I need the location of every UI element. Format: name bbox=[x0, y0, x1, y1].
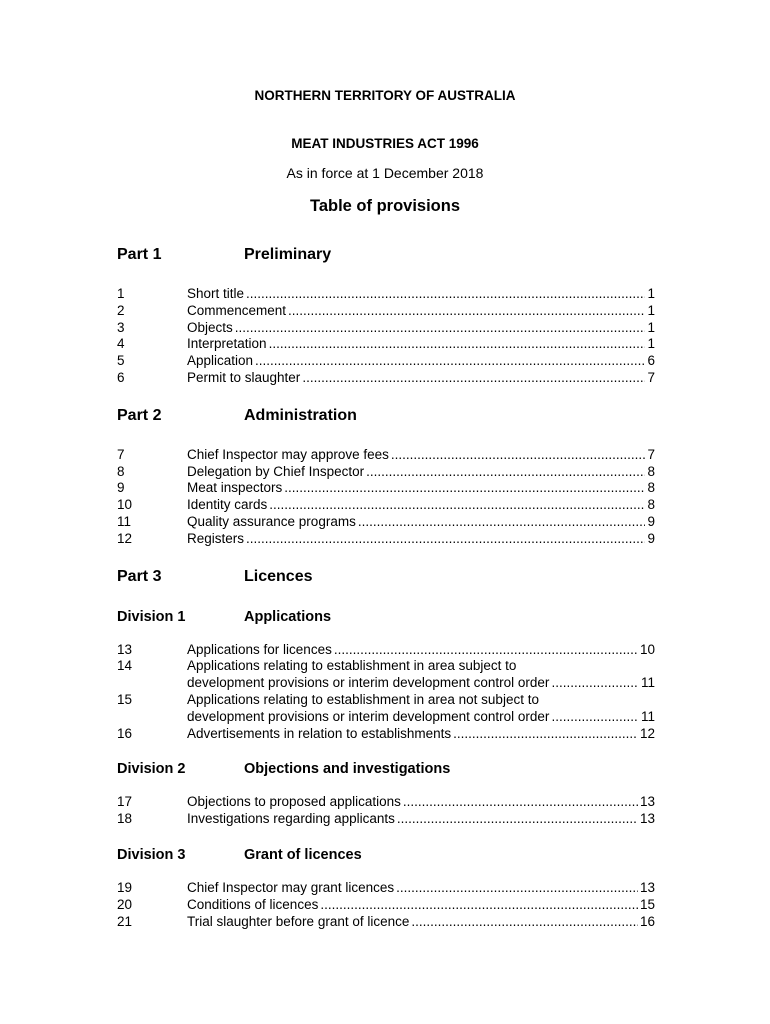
provision-entry[interactable] bbox=[117, 370, 655, 387]
dot-leader bbox=[334, 642, 638, 659]
provision-entry[interactable] bbox=[117, 497, 655, 514]
provision-entry[interactable] bbox=[117, 336, 655, 353]
provision-entry[interactable] bbox=[117, 811, 655, 828]
provision-leader-line bbox=[187, 497, 655, 514]
page-number: 13 bbox=[639, 811, 655, 827]
dot-leader bbox=[366, 464, 645, 481]
provision-entry[interactable] bbox=[117, 303, 655, 320]
provision-title: Conditions of licences bbox=[187, 896, 319, 912]
dot-leader bbox=[391, 447, 646, 464]
provision-entry[interactable] bbox=[117, 726, 655, 743]
provision-title: Delegation by Chief Inspector bbox=[187, 463, 365, 479]
provision-leader-line bbox=[187, 336, 655, 353]
provision-number: 5 bbox=[117, 353, 125, 369]
provision-body bbox=[187, 286, 655, 303]
page-number: 8 bbox=[647, 497, 655, 513]
provision-number: 18 bbox=[117, 811, 133, 827]
provision-title: Permit to slaughter bbox=[187, 369, 301, 385]
page-number: 1 bbox=[647, 286, 655, 301]
provision-entry[interactable] bbox=[117, 447, 655, 464]
provision-leader-line bbox=[187, 480, 655, 497]
provision-title: Identity cards bbox=[187, 497, 268, 513]
division-label: Division 2 bbox=[117, 761, 186, 778]
part-heading bbox=[117, 566, 655, 588]
provision-number: 11 bbox=[117, 513, 132, 529]
page-number: 8 bbox=[647, 480, 655, 496]
provision-leader-line bbox=[187, 897, 655, 914]
provision-body bbox=[187, 726, 655, 743]
provision-body bbox=[187, 303, 655, 320]
division-heading bbox=[117, 760, 655, 778]
dot-leader bbox=[453, 726, 638, 743]
provision-entry[interactable] bbox=[117, 897, 655, 914]
provision-title: Registers bbox=[187, 530, 245, 546]
page-number: 8 bbox=[647, 463, 655, 479]
provision-leader-line bbox=[187, 320, 655, 337]
provision-list bbox=[117, 794, 655, 828]
jurisdiction-heading: NORTHERN TERRITORY OF AUSTRALIA bbox=[254, 88, 516, 103]
provision-leader-line bbox=[187, 642, 655, 659]
provision-title: Quality assurance programs bbox=[187, 513, 356, 529]
part-title: Licences bbox=[244, 567, 313, 585]
provision-body bbox=[187, 320, 655, 337]
part-label: Part 3 bbox=[117, 567, 162, 585]
provision-leader-line bbox=[187, 726, 655, 743]
provision-body bbox=[187, 658, 655, 692]
provision-title: Investigations regarding applicants bbox=[187, 811, 395, 827]
provision-body bbox=[187, 497, 655, 514]
provision-title: Chief Inspector may approve fees bbox=[187, 446, 389, 462]
division-label: Division 3 bbox=[117, 846, 186, 863]
toc-title: Table of provisions bbox=[309, 197, 461, 215]
provision-number: 9 bbox=[117, 480, 125, 496]
provision-title-line: Applications relating to establishment in area not subject to bbox=[187, 691, 539, 707]
provision-number: 12 bbox=[117, 530, 133, 546]
provision-leader-line bbox=[187, 514, 655, 531]
dot-leader bbox=[255, 353, 645, 370]
provision-entry[interactable] bbox=[117, 480, 655, 497]
provision-number: 3 bbox=[117, 319, 125, 335]
provision-body bbox=[187, 880, 655, 897]
provision-number: 6 bbox=[117, 369, 125, 385]
provision-title: Application bbox=[187, 353, 254, 369]
dot-leader bbox=[320, 897, 638, 914]
provision-body bbox=[187, 353, 655, 370]
provision-entry[interactable] bbox=[117, 642, 655, 659]
page-number: 1 bbox=[647, 336, 655, 352]
provision-number: 4 bbox=[117, 336, 125, 352]
page-number: 12 bbox=[639, 725, 655, 741]
provision-title: Objections to proposed applications bbox=[187, 794, 401, 810]
division-title: Applications bbox=[244, 608, 332, 625]
part-title: Preliminary bbox=[244, 246, 332, 263]
provision-list bbox=[117, 286, 655, 387]
provision-leader-line bbox=[187, 353, 655, 370]
division-heading bbox=[117, 608, 655, 626]
dot-leader bbox=[246, 286, 645, 303]
part-heading bbox=[117, 405, 655, 427]
provision-entry[interactable] bbox=[117, 692, 655, 726]
dot-leader bbox=[302, 370, 645, 387]
provision-leader-line bbox=[187, 464, 655, 481]
part-title: Administration bbox=[244, 406, 357, 424]
dot-leader bbox=[269, 336, 646, 353]
dot-leader bbox=[358, 514, 646, 531]
provision-number: 10 bbox=[117, 497, 133, 513]
provision-leader-line bbox=[187, 709, 655, 726]
provision-entry[interactable] bbox=[117, 320, 655, 337]
provision-title: Interpretation bbox=[187, 336, 267, 352]
provision-number: 13 bbox=[117, 641, 133, 657]
provision-title-line: Applications relating to establishment in area subject to bbox=[187, 658, 517, 674]
provision-title: development provisions or interim development control order bbox=[187, 708, 550, 724]
provision-leader-line bbox=[187, 794, 655, 811]
provision-leader-line bbox=[187, 531, 655, 548]
dot-leader bbox=[396, 880, 638, 897]
part-heading bbox=[117, 244, 655, 266]
provision-leader-line bbox=[187, 811, 655, 828]
part-label: Part 2 bbox=[117, 406, 162, 424]
provision-body bbox=[187, 897, 655, 914]
table-of-provisions bbox=[117, 244, 655, 948]
provision-entry[interactable] bbox=[117, 353, 655, 370]
division-title: Objections and investigations bbox=[244, 761, 451, 778]
page-number: 11 bbox=[640, 708, 655, 724]
provision-title: Applications for licences bbox=[187, 641, 332, 657]
provision-leader-line bbox=[187, 303, 655, 320]
page-number: 15 bbox=[639, 896, 655, 912]
provision-title: Commencement bbox=[187, 302, 287, 318]
dot-leader bbox=[397, 811, 638, 828]
page-number: 7 bbox=[647, 446, 655, 462]
provision-body bbox=[187, 794, 655, 811]
division-title: Grant of licences bbox=[244, 846, 362, 863]
provision-body bbox=[187, 370, 655, 387]
provision-number: 1 bbox=[117, 286, 125, 301]
dot-leader bbox=[284, 480, 645, 497]
provision-title: Advertisements in relation to establishments bbox=[187, 725, 452, 741]
provision-number: 2 bbox=[117, 302, 125, 318]
provision-title: Objects bbox=[187, 319, 233, 335]
division-label: Division 1 bbox=[117, 608, 186, 625]
provision-entry[interactable] bbox=[117, 514, 655, 531]
dot-leader bbox=[246, 531, 645, 548]
dot-leader bbox=[551, 675, 639, 692]
provision-number: 16 bbox=[117, 725, 133, 741]
provision-list bbox=[117, 642, 655, 743]
provision-entry[interactable] bbox=[117, 286, 655, 303]
act-title: MEAT INDUSTRIES ACT 1996 bbox=[291, 136, 479, 151]
provision-list bbox=[117, 880, 655, 930]
page-number: 1 bbox=[647, 302, 655, 318]
provision-number: 8 bbox=[117, 463, 125, 479]
dot-leader bbox=[288, 303, 645, 320]
page-number: 7 bbox=[647, 369, 655, 385]
provision-body bbox=[187, 336, 655, 353]
page-number: 16 bbox=[639, 913, 655, 929]
provision-body bbox=[187, 642, 655, 659]
page-number: 9 bbox=[647, 513, 655, 529]
page-number: 6 bbox=[647, 353, 655, 369]
provision-title: Meat inspectors bbox=[187, 480, 283, 496]
provision-entry[interactable] bbox=[117, 914, 655, 931]
part-label: Part 1 bbox=[117, 246, 162, 263]
provision-entry[interactable] bbox=[117, 658, 655, 692]
dot-leader bbox=[411, 914, 638, 931]
provision-number: 21 bbox=[117, 913, 133, 929]
provision-leader-line bbox=[187, 286, 655, 303]
dot-leader bbox=[269, 497, 645, 514]
provision-body bbox=[187, 692, 655, 726]
provision-entry[interactable] bbox=[117, 794, 655, 811]
provision-title: Short title bbox=[187, 286, 245, 301]
provision-leader-line bbox=[187, 675, 655, 692]
provision-body bbox=[187, 914, 655, 931]
provision-title: Chief Inspector may grant licences bbox=[187, 879, 395, 895]
provision-leader-line bbox=[187, 880, 655, 897]
provision-body bbox=[187, 514, 655, 531]
page-number: 10 bbox=[639, 641, 655, 657]
provision-body bbox=[187, 531, 655, 548]
page-number: 1 bbox=[647, 319, 655, 335]
provision-title: development provisions or interim development control order bbox=[187, 675, 550, 691]
provision-number: 17 bbox=[117, 794, 133, 810]
provision-number: 20 bbox=[117, 896, 133, 912]
provision-list bbox=[117, 447, 655, 548]
provision-leader-line bbox=[187, 447, 655, 464]
provision-title: Trial slaughter before grant of licence bbox=[187, 913, 410, 929]
page-number: 11 bbox=[640, 675, 655, 691]
page-number: 9 bbox=[647, 530, 655, 546]
dot-leader bbox=[235, 320, 646, 337]
provision-body bbox=[187, 811, 655, 828]
provision-body bbox=[187, 480, 655, 497]
dot-leader bbox=[403, 794, 638, 811]
provision-number: 7 bbox=[117, 446, 125, 462]
provision-body bbox=[187, 447, 655, 464]
dot-leader bbox=[551, 709, 639, 726]
provision-leader-line bbox=[187, 914, 655, 931]
page-number: 13 bbox=[639, 879, 655, 895]
provision-leader-line bbox=[187, 370, 655, 387]
division-heading bbox=[117, 846, 655, 864]
provision-body bbox=[187, 464, 655, 481]
page-number: 13 bbox=[639, 794, 655, 810]
provision-number: 14 bbox=[117, 658, 133, 674]
in-force-date: As in force at 1 December 2018 bbox=[286, 165, 484, 181]
provision-number: 15 bbox=[117, 691, 133, 707]
provision-entry[interactable] bbox=[117, 464, 655, 481]
provision-entry[interactable] bbox=[117, 880, 655, 897]
provision-entry[interactable] bbox=[117, 531, 655, 548]
provision-number: 19 bbox=[117, 879, 133, 895]
